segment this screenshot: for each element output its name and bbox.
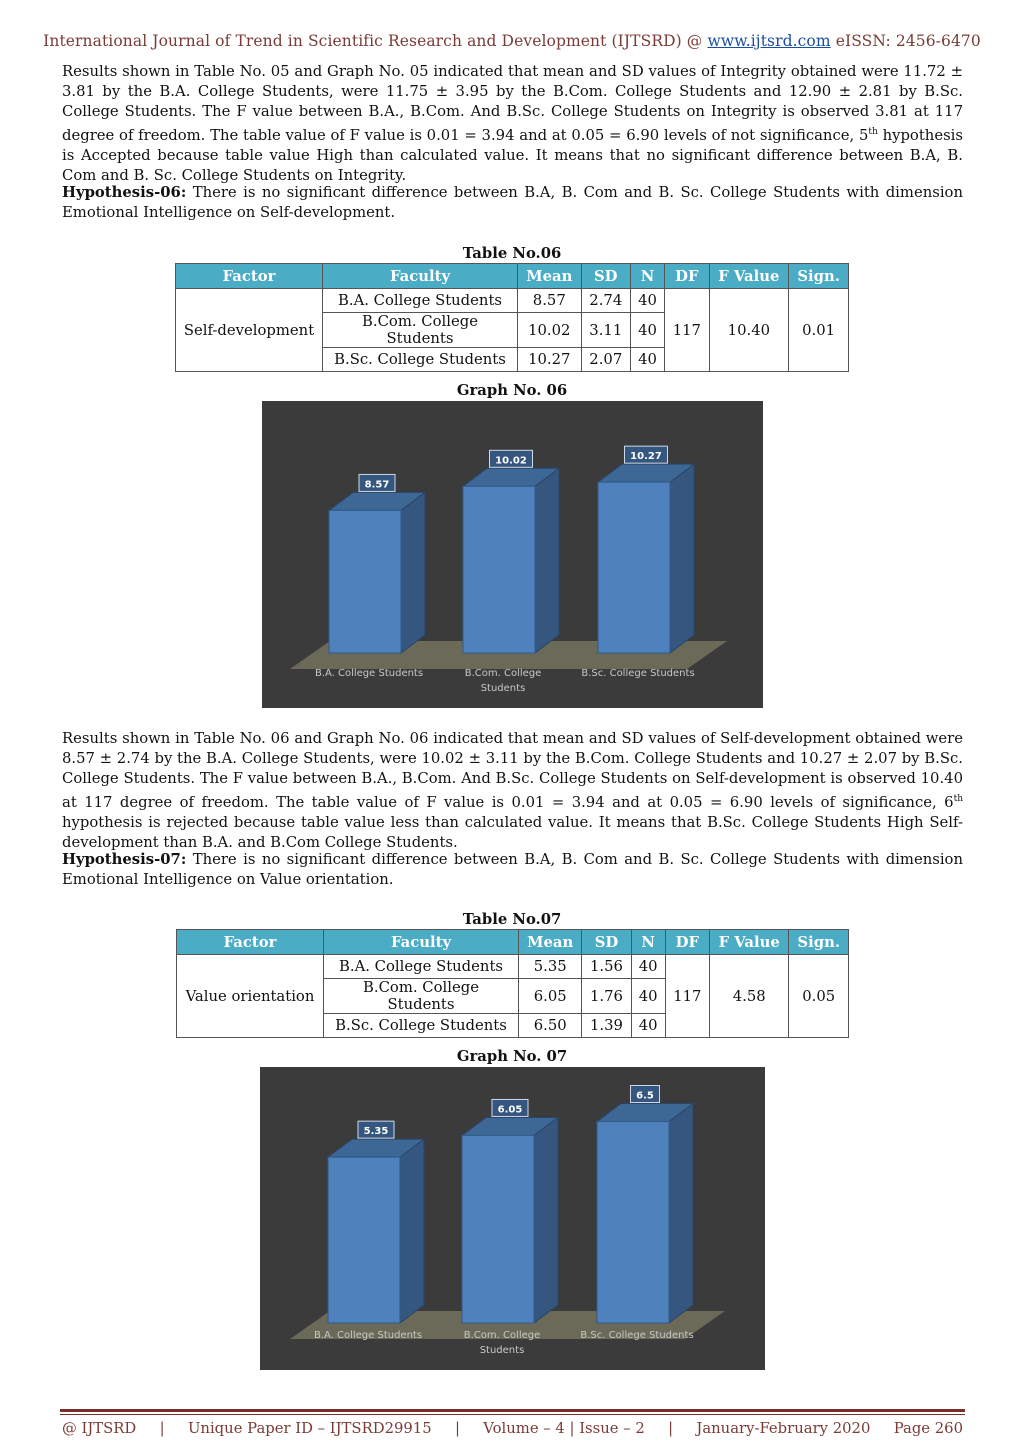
table-06 (175, 263, 849, 372)
col-df: DF (665, 264, 709, 289)
col-sign: Sign. (789, 930, 849, 955)
category-label: B.Sc. College Students (581, 668, 695, 679)
n-cell: 40 (630, 289, 664, 313)
faculty-cell: B.Com. College Students (323, 313, 518, 348)
sd-cell: 1.76 (582, 979, 631, 1014)
col-df: DF (665, 930, 709, 955)
col-n: N (631, 930, 665, 955)
faculty-cell: B.Com. College Students (324, 979, 519, 1014)
results-paragraph-6-text: Results shown in Table No. 06 and Graph No. 06 indicated that mean and SD values of Self-development obtained were 8.57 ± 2.74 by the B.A. College Students, were 10.02 ± 3.11 by the B.Com. College Students and 10.27 ± 2.07 by B.Sc. College Students. The F value between B.A., B.Com. And B.Sc. College Students on Self-development is observed 10.40 at 117 degree of freedom. The table value of F value is 0.01 = 3.94 and at 0.05 = 6.90 levels of significance, 6th hypothesis is rejected because table value less than calculated value. It means that B.Sc. College Students High Self-development than B.A. and B.Com College Students. (62, 730, 963, 851)
col-fvalue: F Value (709, 264, 789, 289)
results-paragraph-5-text: Results shown in Table No. 05 and Graph No. 05 indicated that mean and SD values of Integrity obtained were 11.72 ± 3.81 by the B.A. College Students, were 11.75 ± 3.95 by the B.Com. College Students and 12.90 ± 2.81 by B.Sc. College Students. The F value between B.A., B.Com. And B.Sc. College Students on Integrity is observed 3.81 at 117 degree of freedom. The table value of F value is 0.01 = 3.94 and at 0.05 = 6.90 levels of not significance, 5th hypothesis is Accepted because table value High than calculated value. It means that no significant difference between B.A, B. Com and B. Sc. College Students on Integrity. (62, 63, 963, 184)
bar-side (670, 464, 694, 653)
footer-date: January-February 2020 (696, 1420, 871, 1437)
faculty-cell: B.Sc. College Students (323, 348, 518, 372)
mean-cell: 8.57 (518, 289, 582, 313)
table-06-header-row (176, 264, 849, 289)
mean-cell: 6.05 (519, 979, 582, 1014)
hypothesis-06 (62, 183, 963, 223)
category-label: B.Com. College (463, 1330, 541, 1341)
running-header (0, 32, 1024, 50)
hypothesis-07 (62, 850, 963, 890)
sd-cell: 2.74 (581, 289, 630, 313)
bar (329, 510, 401, 653)
bar (597, 1122, 669, 1324)
sd-cell: 1.39 (582, 1014, 631, 1038)
header-issn: eISSN: 2456-6470 (830, 32, 981, 50)
table-row (176, 289, 849, 313)
hypothesis-07-label: Hypothesis-07: (62, 851, 187, 868)
col-faculty: Faculty (324, 930, 519, 955)
sd-cell: 3.11 (581, 313, 630, 348)
bar-side (400, 1139, 424, 1323)
graph-07-svg (260, 1067, 765, 1370)
graph-06-svg (262, 401, 763, 708)
data-label: 10.27 (630, 451, 662, 463)
col-sign: Sign. (789, 264, 849, 289)
col-sd: SD (582, 930, 631, 955)
hypothesis-06-text: There is no significant difference between B.A, B. Com and B. Sc. College Students with dimension Emotional Intelligence on Self-development. (62, 184, 963, 221)
sign-cell: 0.05 (789, 955, 849, 1038)
results-paragraph-5 (62, 62, 963, 186)
fvalue-cell: 10.40 (709, 289, 789, 372)
mean-cell: 10.02 (518, 313, 582, 348)
col-factor: Factor (177, 930, 324, 955)
graph-06 (262, 401, 763, 708)
n-cell: 40 (631, 979, 665, 1014)
fvalue-cell: 4.58 (709, 955, 788, 1038)
data-label: 6.5 (636, 1090, 654, 1102)
table-07-caption: Table No.07 (462, 911, 562, 928)
faculty-cell: B.A. College Students (323, 289, 518, 313)
table-row (177, 955, 849, 979)
data-label: 10.02 (495, 455, 527, 467)
col-mean: Mean (518, 264, 582, 289)
sd-cell: 1.56 (582, 955, 631, 979)
bar-side (669, 1104, 693, 1324)
factor-cell: Value orientation (177, 955, 324, 1038)
footer-volume: Volume – 4 | Issue – 2 (483, 1420, 645, 1437)
hypothesis-07-text: There is no significant difference between B.A, B. Com and B. Sc. College Students with dimension Emotional Intelligence on Value orientation. (62, 851, 963, 888)
bar (462, 1135, 534, 1323)
graph-07-caption: Graph No. 07 (456, 1048, 568, 1065)
bar (598, 482, 670, 653)
results-paragraph-6 (62, 729, 963, 853)
hypothesis-06-label: Hypothesis-06: (62, 184, 187, 201)
footer-separator: | (159, 1420, 165, 1437)
footer-journal: @ IJTSRD (62, 1420, 137, 1437)
col-n: N (630, 264, 664, 289)
df-cell: 117 (665, 289, 709, 372)
footer-rule (60, 1409, 965, 1412)
graph-07 (260, 1067, 765, 1370)
page-footer (62, 1420, 963, 1437)
table-06-caption: Table No.06 (462, 245, 562, 262)
bar-side (534, 1117, 558, 1323)
col-sd: SD (581, 264, 630, 289)
col-factor: Factor (176, 264, 323, 289)
footer-page: Page 260 (893, 1420, 963, 1437)
table-07-header-row (177, 930, 849, 955)
header-text: International Journal of Trend in Scientific Research and Development (IJTSRD) @ (43, 32, 708, 50)
df-cell: 117 (665, 955, 709, 1038)
col-faculty: Faculty (323, 264, 518, 289)
sd-cell: 2.07 (581, 348, 630, 372)
footer-separator: | (454, 1420, 460, 1437)
bar-side (535, 468, 559, 653)
mean-cell: 6.50 (519, 1014, 582, 1038)
footer-separator: | (668, 1420, 674, 1437)
n-cell: 40 (630, 313, 664, 348)
category-label: B.A. College Students (313, 1330, 423, 1341)
table-07 (176, 929, 849, 1038)
category-label: Students (480, 683, 526, 694)
data-label: 8.57 (364, 479, 390, 491)
category-label: B.Sc. College Students (580, 1330, 694, 1341)
footer-paper-id: Unique Paper ID – IJTSRD29915 (187, 1420, 432, 1437)
n-cell: 40 (630, 348, 664, 372)
faculty-cell: B.A. College Students (324, 955, 519, 979)
col-fvalue: F Value (709, 930, 788, 955)
col-mean: Mean (519, 930, 582, 955)
category-label: B.A. College Students (314, 668, 424, 679)
category-label: B.Com. College (464, 668, 542, 679)
faculty-cell: B.Sc. College Students (324, 1014, 519, 1038)
factor-cell: Self-development (176, 289, 323, 372)
n-cell: 40 (631, 1014, 665, 1038)
bar-side (401, 492, 425, 653)
data-label: 6.05 (497, 1104, 523, 1116)
sign-cell: 0.01 (789, 289, 849, 372)
n-cell: 40 (631, 955, 665, 979)
category-label: Students (479, 1345, 525, 1356)
journal-link[interactable]: www.ijtsrd.com (707, 32, 831, 50)
bar (328, 1157, 400, 1323)
graph-06-caption: Graph No. 06 (456, 382, 568, 399)
bar (463, 486, 535, 653)
mean-cell: 5.35 (519, 955, 582, 979)
mean-cell: 10.27 (518, 348, 582, 372)
footer-rule-thin (60, 1414, 965, 1415)
data-label: 5.35 (363, 1126, 389, 1138)
